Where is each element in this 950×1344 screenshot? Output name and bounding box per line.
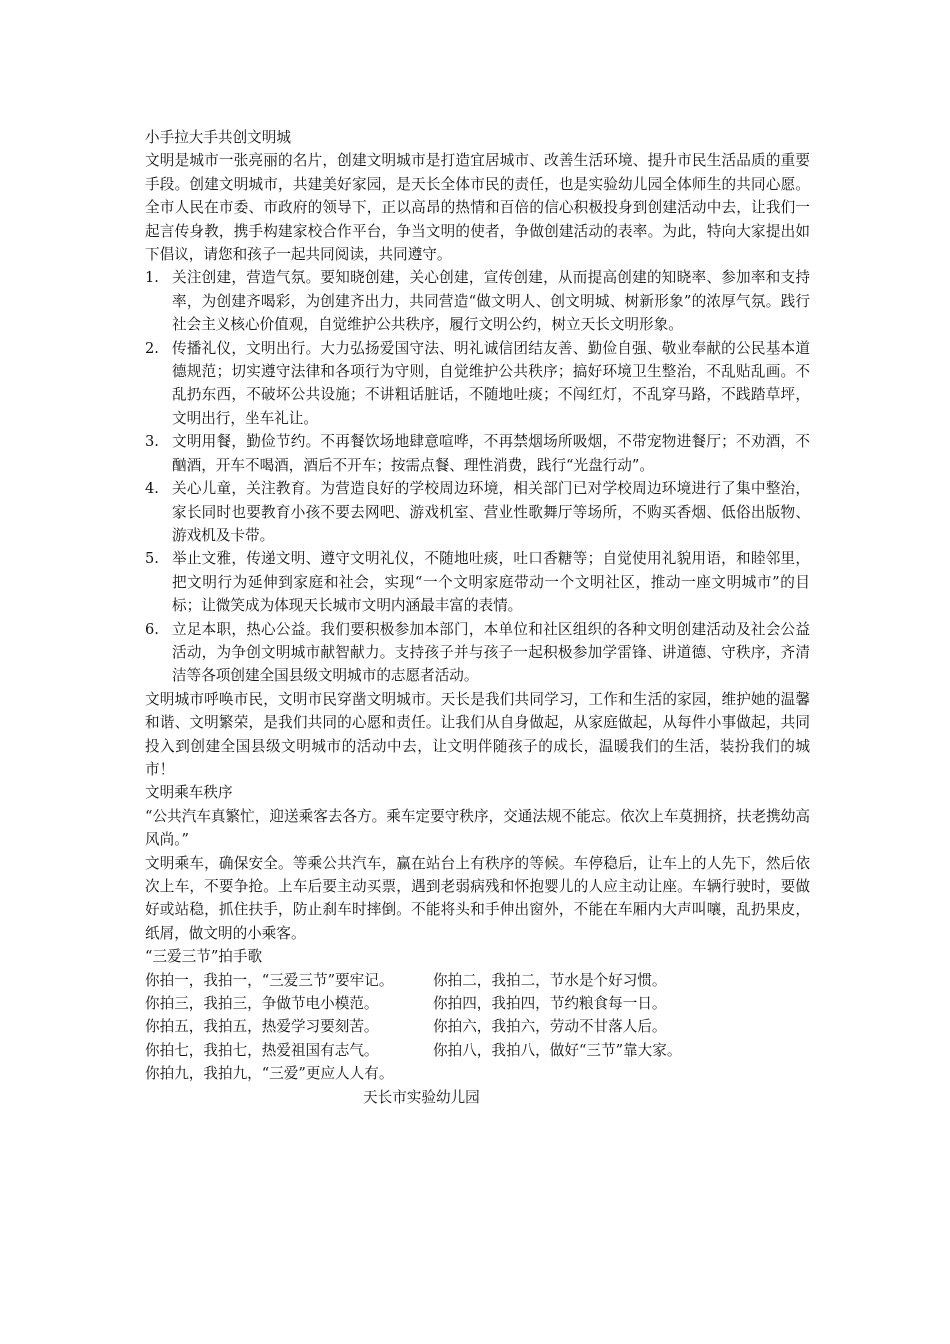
- section-title-bus: 文明乘车秩序: [145, 784, 233, 802]
- list-item-text: 文明用餐，勤俭节约。不再餐饮场地肆意喧哗，不再禁烟场所吸烟，不带宠物进餐厅；不劝酒，不酗酒，开车不喝酒，酒后不开车；按需点餐、理性消费，践行“光盘行动”。: [172, 433, 810, 474]
- list-item-text: 关心儿童，关注教育。为营造良好的学校周边环境，相关部门已对学校周边环境进行了集中整治，家长同时也要教育小孩不要去网吧、游戏机室、营业性歌舞厅等场所，不购买香烟、低俗出版物、游戏机及卡带。: [172, 480, 810, 544]
- closing-paragraph: 文明城市呼唤市民，文明市民穿凿文明城市。天长是我们共同学习，工作和生活的家园，维护她的温馨和谐、文明繁荣，是我们共同的心愿和责任。让我们从自身做起，从家庭做起，从每件小事做起，共同投入到创建全国县级文明城市的活动中去，让文明伴随孩子的成长，温暖我们的生活，装扮我们的城市！: [145, 690, 810, 778]
- clap-line: [145, 1062, 810, 1085]
- list-item: [145, 266, 810, 336]
- list-item-text: 关注创建，营造气氛。要知晓创建，关心创建，宣传创建，从而提高创建的知晓率、参加率和支持率，为创建齐喝彩，为创建齐出力，共同营造“做文明人、创文明城、树新形象”的浓厚气氛。践行社会主义核心价值观，自觉维护公共秩序，履行文明公约，树立天长文明形象。: [172, 269, 810, 334]
- list-number: 3.: [145, 433, 159, 451]
- list-item-text: 立足本职，热心公益。我们要积极参加本部门，本单位和社区组织的各种文明创建活动及社会公益活动，为争创文明城市献智献力。支持孩子并与孩子一起积极参加学雷锋、讲道德、守秩序，齐清洁等各项创建全国县级文明城市的志愿者活动。: [172, 620, 810, 685]
- list-item: [145, 547, 810, 617]
- bus-paragraph: 文明乘车，确保安全。等乘公共汽车，赢在站台上有秩序的等候。车停稳后，让车上的人先下，然后依次上车，不要争抢。上车后要主动买票，遇到老弱病残和怀抱婴儿的人应主动让座。车辆行驶时，要做好或站稳，抓住扶手，防止刹车时摔倒。不能将头和手伸出窗外，不能在车厢内大声叫嚷，乱扔果皮，纸屑，做文明的小乘客。: [145, 854, 810, 942]
- list-item: [145, 337, 810, 431]
- list-number: 1.: [145, 269, 159, 287]
- clap-verse: 你拍八，我拍八，做好“三节”靠大家。: [433, 1041, 682, 1059]
- document-page: [145, 126, 810, 1109]
- list-number: 2.: [145, 339, 159, 357]
- list-item: [145, 477, 810, 547]
- clap-line: [145, 969, 810, 992]
- clap-line: [145, 992, 810, 1015]
- list-item: [145, 618, 810, 688]
- list-item: [145, 430, 810, 477]
- proposal-list: [145, 266, 810, 687]
- clap-verse: 你拍六，我拍六，劳动不甘落人后。: [433, 1018, 667, 1036]
- list-item-text: 举止文雅，传递文明、遵守文明礼仪，不随地吐痰，吐口香糖等；自觉使用礼貌用语，和睦邻里，把文明行为延伸到家庭和社会，实现“一个文明家庭带动一个文明社区，推动一座文明城市”的目标；让微笑成为体现天长城市文明内涵最丰富的表情。: [172, 550, 810, 615]
- clap-verse: 你拍五，我拍五，热爱学习要刻苦。: [145, 1018, 379, 1036]
- list-item-text: 传播礼仪，文明出行。大力弘扬爱国守法、明礼诚信团结友善、勤俭自强、敬业奉献的公民基本道德规范；切实遵守法律和各项行为守则，自觉维护公共秩序；搞好环境卫生整治，不乱贴乱画。不乱扔东西，不破坏公共设施；不讲粗话脏话，不随地吐痰；不闯红灯，不乱穿马路，不践踏草坪，文明出行，坐车礼让。: [172, 339, 810, 427]
- intro-paragraph: 文明是城市一张亮丽的名片，创建文明城市是打造宜居城市、改善生活环境、提升市民生活品质的重要手段。创建文明城市，共建美好家园，是天长全体市民的责任，也是实验幼儿园全体师生的共同心愿。全市人民在市委、市政府的领导下，正以高昂的热情和百倍的信心积极投身到创建活动中去，让我们一起言传身教，携手构建家校合作平台，争当文明的使者，争做创建活动的表率。为此，特向大家提出如下倡议，请您和孩子一起共同阅读，共同遵守。: [145, 152, 810, 264]
- clap-verse: 你拍九，我拍九，“三爱”更应人人有。: [145, 1065, 394, 1083]
- document-title: 小手拉大手共创文明城: [145, 129, 291, 146]
- clap-line: [145, 1039, 810, 1062]
- list-number: 6.: [145, 620, 159, 638]
- bus-quote: “公共汽车真繁忙，迎送乘客去各方。乘车定要守秩序，交通法规不能忘。依次上车莫拥挤，扶老携幼高风尚。”: [145, 807, 810, 849]
- signature: 天长市实验幼儿园: [363, 1088, 480, 1106]
- clap-line: [145, 1015, 810, 1038]
- clap-verse: 你拍七，我拍七，热爱祖国有志气。: [145, 1041, 379, 1059]
- list-number: 5.: [145, 550, 159, 568]
- clap-verse: 你拍二，我拍二，节水是个好习惯。: [433, 971, 667, 989]
- clap-verse: 你拍一，我拍一，“三爱三节”要牢记。: [145, 971, 394, 989]
- clap-verse: 你拍三，我拍三，争做节电小模范。: [145, 995, 379, 1013]
- section-title-clap: “三爱三节”拍手歌: [145, 948, 263, 966]
- list-number: 4.: [145, 480, 159, 498]
- clap-verse: 你拍四，我拍四，节约粮食每一日。: [433, 995, 667, 1013]
